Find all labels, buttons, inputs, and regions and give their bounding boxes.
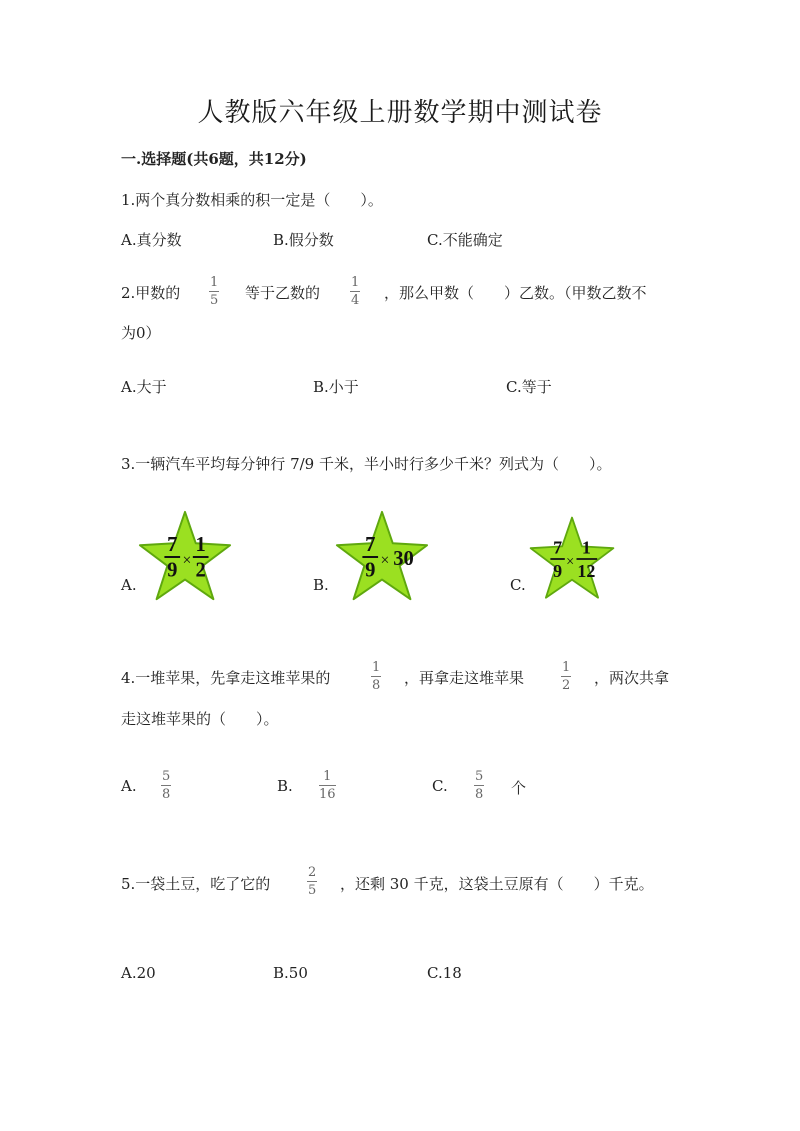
q5-fraction-1 bbox=[307, 866, 317, 897]
q2-option-b: B.小于 bbox=[313, 378, 359, 396]
star-num-1: 7 bbox=[167, 534, 178, 557]
q3-option-a-label: A. bbox=[121, 576, 137, 594]
star-num-2: 1 bbox=[195, 534, 206, 557]
page-title: 人教版六年级上册数学期中测试卷 bbox=[197, 98, 603, 128]
q2-fraction-2 bbox=[350, 276, 360, 307]
fraction-numerator: 1 bbox=[351, 275, 360, 290]
star-times: × bbox=[566, 554, 575, 571]
fraction-numerator: 1 bbox=[562, 660, 571, 675]
q2-fraction-1 bbox=[209, 276, 219, 307]
fraction-denominator: 2 bbox=[562, 678, 571, 693]
fraction-denominator: 5 bbox=[308, 883, 317, 898]
q1-option-c: C.不能确定 bbox=[427, 231, 503, 249]
q4-option-c-suffix: 个 bbox=[511, 779, 527, 797]
star-den-2: 12 bbox=[577, 561, 596, 581]
question-1: 1.两个真分数相乘的积一定是（ ）。 bbox=[121, 191, 383, 209]
fraction-denominator: 8 bbox=[162, 787, 171, 802]
q3-option-b-star bbox=[333, 508, 431, 606]
fraction-numerator: 5 bbox=[475, 769, 484, 784]
q4-option-b-label: B. bbox=[277, 777, 293, 795]
star-den-2: 2 bbox=[195, 559, 206, 582]
question-4-part2: ，再拿走这堆苹果 bbox=[404, 669, 525, 687]
q4-option-c-fraction bbox=[474, 770, 484, 801]
question-4-line2: 走这堆苹果的（ ）。 bbox=[121, 710, 279, 728]
q4-option-c-label: C. bbox=[432, 777, 448, 795]
q4-option-a-label: A. bbox=[121, 777, 137, 795]
fraction-numerator: 1 bbox=[372, 660, 381, 675]
fraction-denominator: 8 bbox=[372, 678, 381, 693]
fraction-numerator: 1 bbox=[210, 275, 219, 290]
q2-option-c: C.等于 bbox=[506, 378, 552, 396]
star-num-1: 7 bbox=[365, 534, 376, 557]
q4-fraction-1 bbox=[371, 661, 381, 692]
star-times: × bbox=[182, 551, 192, 569]
star-den-1: 9 bbox=[553, 561, 563, 581]
q4-option-b-fraction bbox=[319, 770, 336, 801]
star-whole: 30 bbox=[393, 547, 414, 570]
question-5-part1: 5.一袋土豆，吃了它的 bbox=[121, 875, 271, 893]
question-2-part3: ，那么甲数（ ）乙数。（甲数乙数不 bbox=[384, 284, 647, 302]
q3-option-b-label: B. bbox=[313, 576, 329, 594]
fraction-numerator: 2 bbox=[308, 865, 317, 880]
fraction-denominator: 8 bbox=[475, 787, 484, 802]
question-4-part1: 4.一堆苹果，先拿走这堆苹果的 bbox=[121, 669, 331, 687]
star-num-2: 1 bbox=[581, 537, 591, 558]
section-heading: 一.选择题(共6题，共12分) bbox=[121, 150, 307, 168]
question-2-part1: 2.甲数的 bbox=[121, 284, 181, 302]
q3-option-c-star bbox=[527, 514, 617, 604]
star-num-1: 7 bbox=[553, 537, 563, 558]
fraction-numerator: 1 bbox=[323, 769, 332, 784]
question-2-part2: 等于乙数的 bbox=[245, 284, 321, 302]
fraction-denominator: 16 bbox=[319, 787, 336, 802]
q5-option-a: A.20 bbox=[121, 964, 156, 982]
star-den-1: 9 bbox=[167, 559, 178, 582]
q3-option-c-label: C. bbox=[510, 576, 526, 594]
question-5-part2: ，还剩 30 千克，这袋土豆原有（ ）千克。 bbox=[340, 875, 654, 893]
star-den-1: 9 bbox=[365, 559, 376, 582]
q5-option-b: B.50 bbox=[273, 964, 308, 982]
fraction-denominator: 4 bbox=[351, 293, 360, 308]
question-2-line2: 为0） bbox=[121, 324, 161, 342]
fraction-denominator: 5 bbox=[210, 293, 219, 308]
fraction-numerator: 5 bbox=[162, 769, 171, 784]
star-times: × bbox=[380, 551, 390, 569]
q1-option-a: A.真分数 bbox=[121, 231, 182, 249]
q5-option-c: C.18 bbox=[427, 964, 462, 982]
question-4-part3: ，两次共拿 bbox=[594, 669, 670, 687]
q2-option-a: A.大于 bbox=[121, 378, 167, 396]
q4-fraction-2 bbox=[561, 661, 571, 692]
q4-option-a-fraction bbox=[161, 770, 171, 801]
q1-option-b: B.假分数 bbox=[273, 231, 334, 249]
question-3: 3.一辆汽车平均每分钟行 7/9 千米，半小时行多少千米？列式为（ ）。 bbox=[121, 455, 612, 473]
q3-option-a-star bbox=[136, 508, 234, 606]
